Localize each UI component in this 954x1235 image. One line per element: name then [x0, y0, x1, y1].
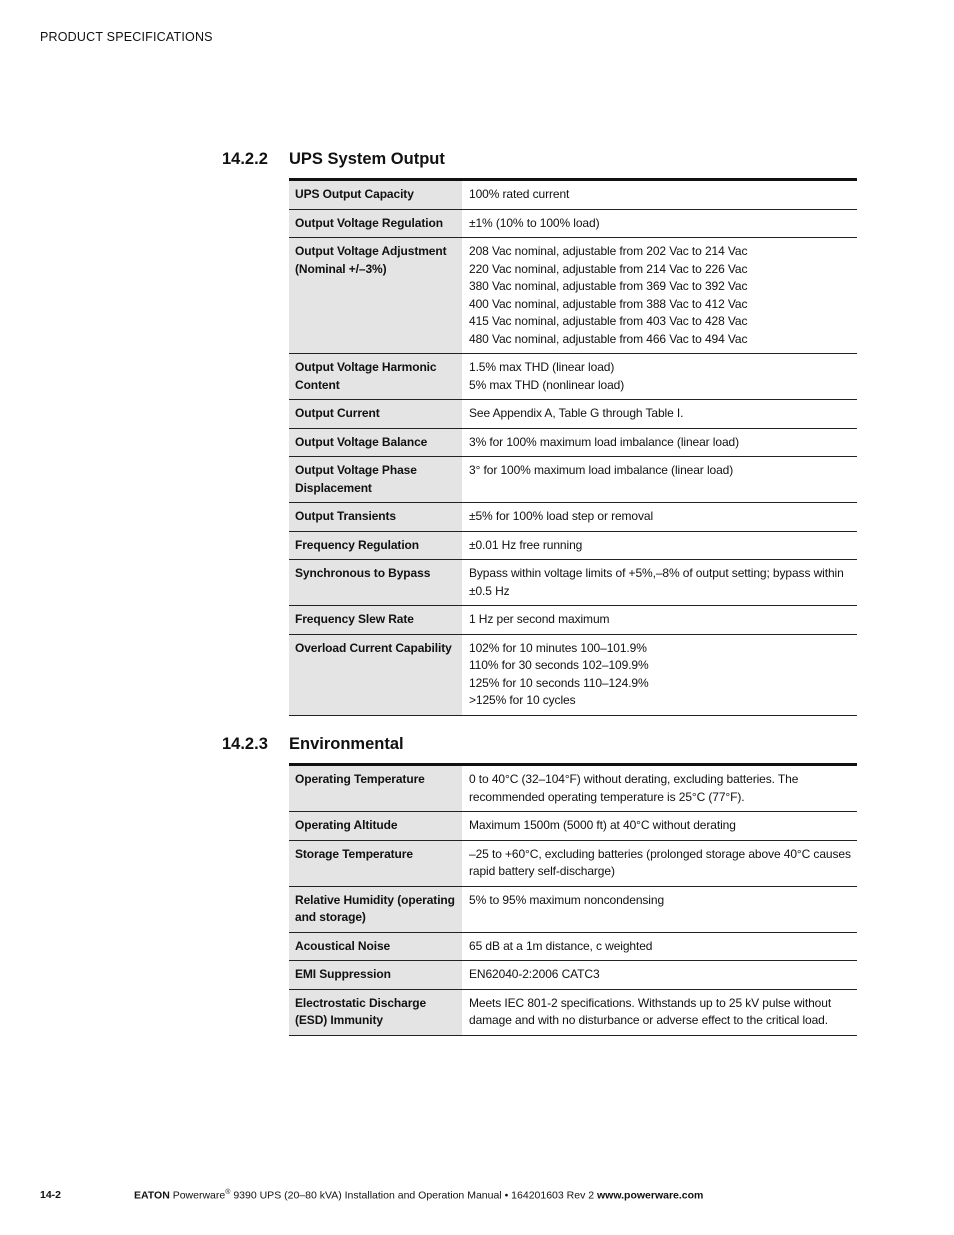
ups-system-output-table [289, 178, 857, 716]
spec-value-line: 3% for 100% maximum load imbalance (linear load) [469, 434, 739, 449]
spec-value [462, 812, 857, 841]
spec-value [462, 765, 857, 812]
spec-value-line: >125% for 10 cycles [469, 693, 576, 707]
spec-value-line: –25 to +60°C, excluding batteries (prolonged storage above 40°C causes rapid battery self-discharge) [469, 846, 851, 878]
spec-row [289, 560, 857, 606]
spec-value [462, 180, 857, 210]
spec-value [462, 961, 857, 990]
spec-row [289, 634, 857, 715]
spec-value-line: 5% to 95% maximum noncondensing [469, 892, 665, 907]
spec-label: Frequency Slew Rate [289, 606, 462, 635]
spec-label: Output Voltage Balance [289, 428, 462, 457]
spec-value [462, 354, 857, 400]
footer-brand: EATON [134, 1189, 170, 1202]
spec-label: Output Voltage Adjustment (Nominal +/–3%) [289, 238, 462, 354]
spec-row [289, 840, 857, 886]
spec-value-line: 400 Vac nominal, adjustable from 388 Vac to 412 Vac [469, 296, 748, 311]
spec-value-line: Meets IEC 801-2 specifications. Withstands up to 25 kV pulse without damage and with no disturbance or adverse effect to the critical load. [469, 995, 832, 1027]
spec-value-line: ±0.01 Hz free running [469, 537, 583, 552]
spec-row [289, 400, 857, 429]
spec-label: UPS Output Capacity [289, 180, 462, 210]
spec-label: Output Transients [289, 503, 462, 532]
spec-value-line: 1 Hz per second maximum [469, 612, 610, 626]
spec-value [462, 238, 857, 354]
spec-label: EMI Suppression [289, 961, 462, 990]
spec-value [462, 989, 857, 1035]
running-head: PRODUCT SPECIFICATIONS [40, 30, 213, 44]
spec-row [289, 457, 857, 503]
spec-row [289, 886, 857, 932]
footer-manual-title: 9390 UPS (20–80 kVA) Installation and Operation Manual [233, 1189, 502, 1202]
spec-row [289, 765, 857, 812]
section-number: 14.2.3 [222, 735, 268, 753]
spec-value-line: 1.5% max THD (linear load) [469, 360, 615, 374]
footer-separator: • [504, 1189, 509, 1202]
spec-value-line: 0 to 40°C (32–104°F) without derating, excluding batteries. The recommended operating temperature is 25°C (77°F). [469, 772, 799, 804]
footer-product: Powerware [172, 1189, 226, 1202]
spec-label: Overload Current Capability [289, 634, 462, 715]
spec-value [462, 400, 857, 429]
spec-row [289, 989, 857, 1035]
spec-label: Operating Temperature [289, 765, 462, 812]
spec-label: Relative Humidity (operating and storage) [289, 886, 462, 932]
spec-value-line: 110% for 30 seconds 102–109.9% [469, 658, 649, 672]
environmental-table [289, 763, 857, 1036]
footer-text [134, 1189, 703, 1202]
spec-value-line: EN62040-2:2006 CATC3 [469, 967, 600, 981]
section-number: 14.2.2 [222, 150, 268, 168]
page-number: 14-2 [40, 1189, 62, 1201]
spec-value [462, 503, 857, 532]
spec-row [289, 180, 857, 210]
spec-value-line: 415 Vac nominal, adjustable from 403 Vac to 428 Vac [469, 314, 748, 328]
spec-value-line: 380 Vac nominal, adjustable from 369 Vac to 392 Vac [469, 279, 748, 293]
spec-value [462, 428, 857, 457]
spec-value-line: 102% for 10 minutes 100–101.9% [469, 640, 647, 655]
spec-row [289, 503, 857, 532]
spec-value [462, 634, 857, 715]
spec-row [289, 531, 857, 560]
spec-value-line: 5% max THD (nonlinear load) [469, 377, 625, 392]
spec-value-line: Bypass within voltage limits of +5%,–8% of output setting; bypass within ±0.5 Hz [469, 566, 844, 598]
footer-doc-number: 164201603 Rev 2 [511, 1189, 595, 1202]
spec-label: Electrostatic Discharge (ESD) Immunity [289, 989, 462, 1035]
footer-registered-mark: ® [225, 1189, 231, 1196]
spec-row [289, 932, 857, 961]
spec-value-line: 65 dB at a 1m distance, c weighted [469, 938, 653, 953]
spec-value [462, 932, 857, 961]
section-title: Environmental [289, 735, 404, 753]
spec-value [462, 840, 857, 886]
spec-value-line: Maximum 1500m (5000 ft) at 40°C without derating [469, 818, 736, 832]
spec-value [462, 531, 857, 560]
spec-label: Storage Temperature [289, 840, 462, 886]
spec-row [289, 209, 857, 238]
spec-label: Synchronous to Bypass [289, 560, 462, 606]
spec-label: Operating Altitude [289, 812, 462, 841]
spec-label: Frequency Regulation [289, 531, 462, 560]
spec-value-line: 480 Vac nominal, adjustable from 466 Vac to 494 Vac [469, 331, 748, 346]
section-title: UPS System Output [289, 150, 445, 168]
spec-value [462, 606, 857, 635]
spec-value [462, 209, 857, 238]
spec-row [289, 606, 857, 635]
spec-row [289, 812, 857, 841]
spec-value-line: 208 Vac nominal, adjustable from 202 Vac to 214 Vac [469, 244, 748, 258]
spec-value-line: 100% rated current [469, 187, 570, 201]
spec-value-line: See Appendix A, Table G through Table I. [469, 406, 684, 420]
spec-value [462, 886, 857, 932]
spec-row [289, 238, 857, 354]
spec-value-line: 125% for 10 seconds 110–124.9% [469, 675, 649, 690]
section-heading-environmental [222, 735, 404, 754]
spec-label: Output Current [289, 400, 462, 429]
spec-row [289, 428, 857, 457]
spec-value [462, 560, 857, 606]
footer-url[interactable]: www.powerware.com [597, 1189, 704, 1202]
spec-value-line: 3° for 100% maximum load imbalance (linear load) [469, 463, 734, 477]
section-heading-ups-system-output [222, 150, 445, 169]
spec-label: Output Voltage Harmonic Content [289, 354, 462, 400]
spec-value [462, 457, 857, 503]
spec-row [289, 354, 857, 400]
spec-value-line: ±1% (10% to 100% load) [469, 215, 600, 230]
spec-label: Output Voltage Regulation [289, 209, 462, 238]
spec-label: Acoustical Noise [289, 932, 462, 961]
spec-value-line: ±5% for 100% load step or removal [469, 509, 654, 523]
spec-row [289, 961, 857, 990]
spec-value-line: 220 Vac nominal, adjustable from 214 Vac to 226 Vac [469, 261, 748, 276]
spec-label: Output Voltage Phase Displacement [289, 457, 462, 503]
